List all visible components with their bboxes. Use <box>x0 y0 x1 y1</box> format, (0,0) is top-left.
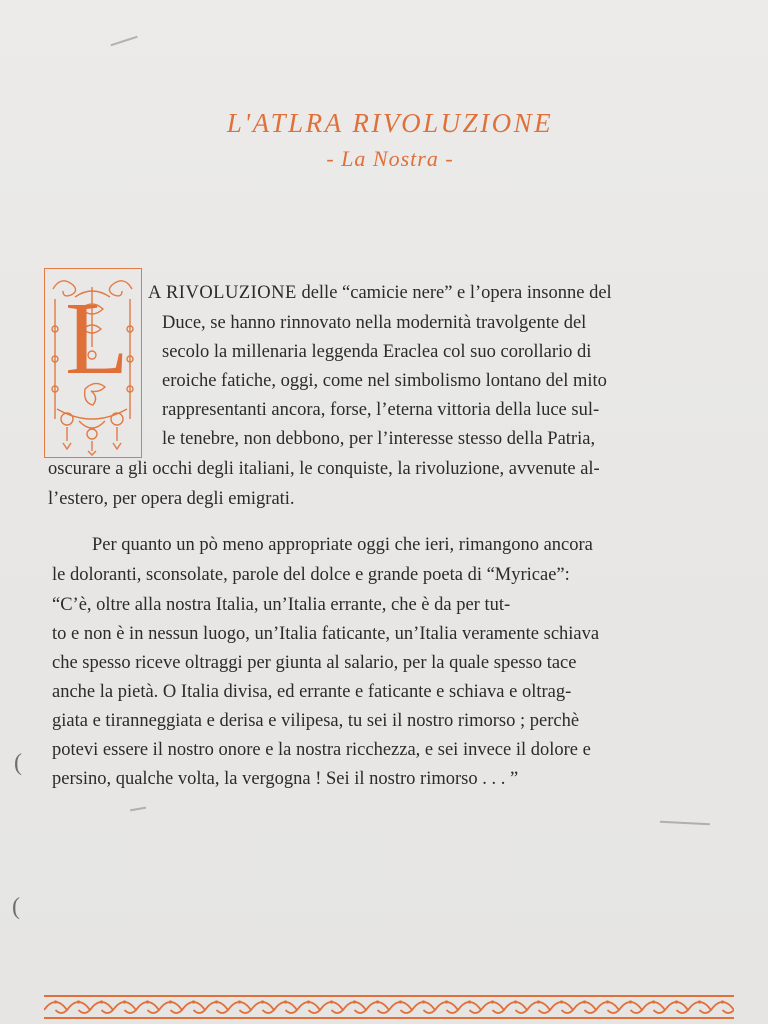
border-scroll-motif <box>665 1002 688 1013</box>
drop-cap-letter: L <box>65 281 129 396</box>
border-scroll-motif <box>228 1002 251 1013</box>
border-scroll-motif <box>458 1002 481 1013</box>
border-dot <box>192 1000 195 1003</box>
border-dot <box>284 1000 287 1003</box>
border-dot <box>77 1000 80 1003</box>
border-dot <box>307 1000 310 1003</box>
border-dot <box>100 1000 103 1003</box>
border-scroll-motif <box>619 1002 642 1013</box>
border-scroll-motif <box>343 1002 366 1013</box>
border-dot <box>583 1000 586 1003</box>
margin-mark-1: ( <box>14 750 22 776</box>
border-scroll-motif <box>274 1002 297 1013</box>
border-scroll-motif <box>44 1002 67 1013</box>
border-dot <box>468 1000 471 1003</box>
border-scroll-motif <box>136 1002 159 1013</box>
paragraph1-line-1 <box>148 284 612 303</box>
paragraph2-line-5: che spesso riceve oltraggi per giunta al salario, per la quale spesso tace <box>52 653 577 673</box>
page-title: L'ATLRA RIVOLUZIONE <box>226 108 554 138</box>
border-dot <box>330 1000 333 1003</box>
border-dot <box>422 1000 425 1003</box>
paragraph2-line-3: “C’è, oltre alla nostra Italia, un’Italia errante, che è da per tut- <box>52 595 511 615</box>
border-scroll-motif <box>688 1002 711 1013</box>
border-scroll-motif <box>297 1002 320 1013</box>
paragraph1-line-7: oscurare a gli occhi degli italiani, le conquiste, la rivoluzione, avvenute al- <box>48 459 600 479</box>
paper-scratch <box>130 807 146 811</box>
border-dot <box>445 1000 448 1003</box>
border-dot <box>514 1000 517 1003</box>
border-scroll-motif <box>481 1002 504 1013</box>
border-dot <box>123 1000 126 1003</box>
page-subtitle: - La Nostra - <box>326 146 454 171</box>
border-dot <box>537 1000 540 1003</box>
border-scroll-motif <box>389 1002 412 1013</box>
border-scroll-motif <box>412 1002 435 1013</box>
border-dot <box>652 1000 655 1003</box>
border-dot <box>698 1000 701 1003</box>
border-scroll-motif <box>435 1002 458 1013</box>
paper-scratch <box>110 36 137 46</box>
paragraph1-line-4: eroiche fatiche, oggi, come nel simbolismo lontano del mito <box>162 371 607 391</box>
paragraph2-line-7: giata e tiranneggiata e derisa e vilipesa, tu sei il nostro rimorso ; perchè <box>52 711 580 731</box>
border-dot <box>721 1000 724 1003</box>
border-scroll-motif <box>320 1002 343 1013</box>
border-scroll-motif <box>113 1002 136 1013</box>
border-dot <box>353 1000 356 1003</box>
border-dot <box>146 1000 149 1003</box>
paper-scratch <box>660 821 710 825</box>
border-dot <box>606 1000 609 1003</box>
border-dot <box>399 1000 402 1003</box>
paragraph2-line-4: to e non è in nessun luogo, un’Italia faticante, un’Italia veramente schiava <box>52 624 600 644</box>
border-dot <box>560 1000 563 1003</box>
border-scroll-motif <box>205 1002 228 1013</box>
border-scroll-motif <box>527 1002 550 1013</box>
paragraph1-line-1-text: delle “camicie nere” e l’opera insonne del <box>296 283 612 303</box>
ornament-illustration <box>45 269 140 456</box>
border-scroll-motif <box>159 1002 182 1013</box>
border-dot <box>261 1000 264 1003</box>
paragraph1-line-5: rappresentanti ancora, forse, l’eterna vittoria della luce sul- <box>162 400 600 420</box>
border-scroll-motif <box>90 1002 113 1013</box>
border-scroll-motif <box>504 1002 527 1013</box>
border-scroll-motif <box>573 1002 596 1013</box>
paragraph1-lead-caps: A RIVOLUZIONE <box>148 283 297 303</box>
paragraph2-line-8: potevi essere il nostro onore e la nostra ricchezza, e sei invece il dolore e <box>52 740 591 760</box>
border-dot <box>675 1000 678 1003</box>
border-dot <box>215 1000 218 1003</box>
border-scroll-motif <box>251 1002 274 1013</box>
paragraph1-line-2: Duce, se hanno rinnovato nella modernità travolgente del <box>162 313 587 333</box>
border-scroll-motif <box>550 1002 573 1013</box>
paragraph1-line-8: l’estero, per opera degli emigrati. <box>48 489 295 509</box>
paragraph2-line-2: le doloranti, sconsolate, parole del dolce e grande poeta di “Myricae”: <box>52 565 570 585</box>
paragraph2-line-9: persino, qualche volta, la vergogna ! Sei il nostro rimorso . . . ” <box>52 769 519 789</box>
drop-cap-initial <box>44 268 142 458</box>
paragraph2-line-1: Per quanto un pò meno appropriate oggi che ieri, rimangono ancora <box>92 535 593 555</box>
margin-mark-2: ( <box>12 894 20 920</box>
paragraph1-line-6: le tenebre, non debbono, per l’interesse stesso della Patria, <box>162 429 596 449</box>
paragraph1-line-3: secolo la millenaria leggenda Eraclea col suo corollario di <box>162 342 592 362</box>
border-scroll-motif <box>642 1002 665 1013</box>
border-dot <box>491 1000 494 1003</box>
border-dot <box>169 1000 172 1003</box>
border-scroll-motif <box>711 1002 734 1013</box>
border-scroll-motif <box>182 1002 205 1013</box>
border-dot <box>376 1000 379 1003</box>
paragraph2-line-6: anche la pietà. O Italia divisa, ed errante e faticante e schiava e oltrag- <box>52 682 572 702</box>
border-dot <box>238 1000 241 1003</box>
border-dot <box>629 1000 632 1003</box>
border-scroll-motif <box>67 1002 90 1013</box>
bottom-ornamental-border <box>44 990 734 1024</box>
border-scroll-motif <box>596 1002 619 1013</box>
border-scroll-motif <box>366 1002 389 1013</box>
border-dot <box>54 1000 57 1003</box>
